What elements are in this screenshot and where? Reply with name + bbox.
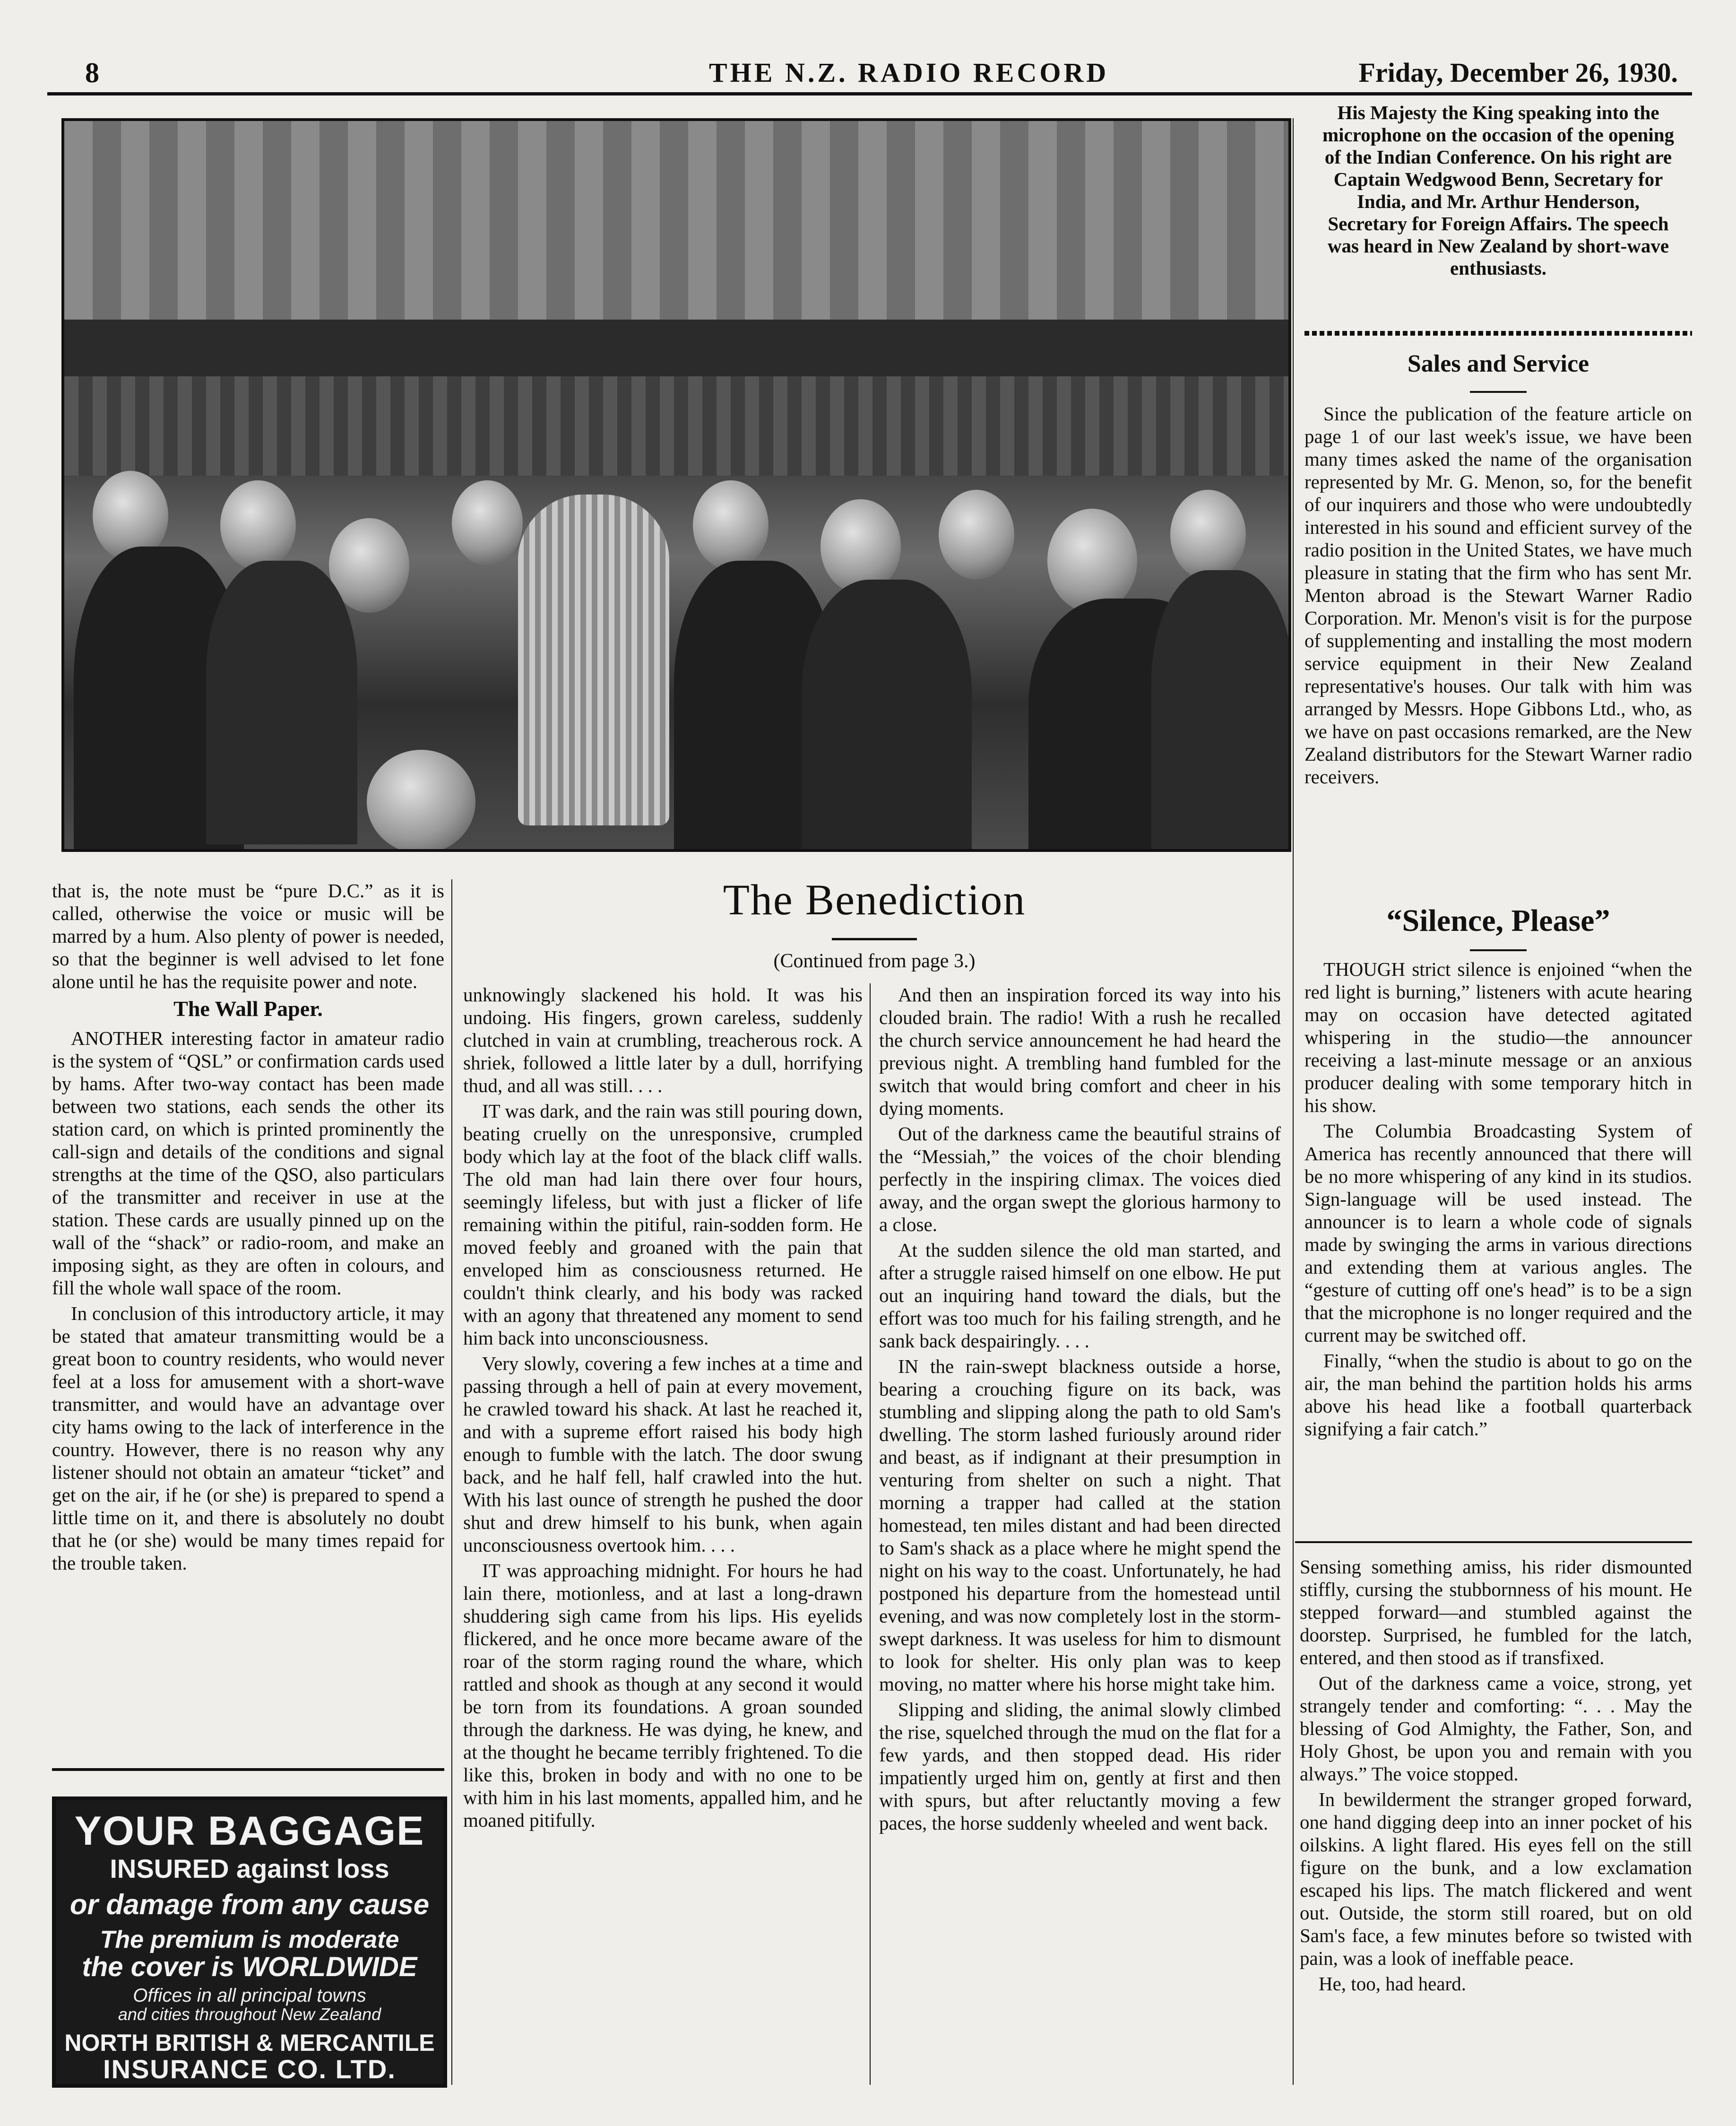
story-c2-paragraph-3: At the sudden silence the old man started, and after a struggle raised himself on one elbow. He put out an inquiring hand toward the dials, but the effort was too much for his failing strength, and he sank back despairingly. . . . — [879, 1239, 1281, 1352]
column-rule-3 — [1293, 118, 1294, 2085]
story-c2-paragraph-4: IN the rain-swept blackness outside a horse, bearing a crouching figure on its back, was stumbling and slipping along the path to old Sam's dwelling. The storm lashed furiously around rider and beast, as if indignant at their presumption in venturing from shelter on such a night. That morning a trapper had called at the station homestead, ten miles distant and had been directed to Sam's shack as a place where he might spend the night on his way to the coast. Unfortunately, he had postponed his departure from the homestead until evening, and was now completely lost in the storm-swept darkness. It was useless for him to dismount to look for shelter. His only plan was to keep moving, no matter where his horse might take him. — [879, 1355, 1281, 1695]
photo-king-speaking — [61, 118, 1291, 852]
story-c3-paragraph-4: He, too, had heard. — [1319, 1973, 1466, 1995]
wall-paper-paragraph: ANOTHER interesting factor in amateur radio is the system of “QSL” or confirmation cards used by hams. After two-way contact has been made between two stations, each sends the other its station card, on which is printed prominently the call-sign and details of the conditions and signal strengths at the time of the QSO, also particulars of the transmitter and receiver in use at the station. These cards are usually pinned up on the wall of the “shack” or radio-room, and make an imposing sight, as they are often in colours, and fill the whole wall space of the room. — [52, 1027, 444, 1299]
silence-paragraph-3: Finally, “when the studio is about to go on the air, the man behind the partition holds his arms above his head like a football quarterback signifying a fair catch.” — [1304, 1350, 1692, 1440]
silence-paragraph-1: THOUGH strict silence is enjoined “when the red light is burning,” listeners with acute hearing may on occasion have detected agitated whispering in the studio—the announcer receiving a last-minute message or an anxious producer dealing with some temporary hitch in his show. — [1304, 958, 1692, 1116]
ad-line-2: INSURED against loss — [110, 1854, 389, 1884]
sales-heading-rule — [1470, 391, 1527, 393]
ad-line-9: INSURANCE CO. LTD. — [103, 2054, 396, 2084]
ad-line-3: or damage from any cause — [69, 1889, 430, 1921]
masthead-rule — [47, 92, 1692, 95]
masthead — [47, 52, 1692, 95]
story-c3-paragraph-3: In bewilderment the stranger groped forward, one hand digging deep into an inner pocket of his oilskins. A light flared. His eyes fell on the still figure on the bunk, and a low exclamation escaped his lips. The match flickered and went out. Outside, the storm still roared, but on old Sam's face, a few minutes before so twisted with pain, was a look of ineffable peace. — [1300, 1788, 1692, 1969]
silence-heading: “Silence, Please” — [1386, 903, 1610, 938]
story-c2-paragraph-5: Slipping and sliding, the animal slowly climbed the rise, squelched through the mud on the flat for a few yards, and then stopped dead. His rider impatiently urged him on, gently at first and then with spurs, but after reluctantly moving a few paces, the horse suddenly wheeled and went back. — [879, 1699, 1281, 1834]
left-column — [52, 879, 444, 1577]
sales-paragraph: Since the publication of the feature article on page 1 of our last week's issue, we have been many times asked the name of the organisation represented by Mr. G. Menon, so, for the benefit of our inquirers and those who were undoubtedly interested in his sound and efficient survey of the radio position in the United States, we have much pleasure in stating that the firm who has sent Mr. Menton abroad is the Stewart Warner Radio Corporation. Mr. Menon's visit is for the purpose of supplementing and installing the most modern service equipment in their New Zealand representative's houses. Our talk with him was arranged by Messrs. Hope Gibbons Ltd., who, as we have on past occasions remarked, are the New Zealand distributors for the Stewart Warner radio receivers. — [1304, 403, 1692, 788]
benediction-title-rule — [832, 938, 917, 940]
silence-heading-rule — [1470, 949, 1527, 951]
story-c3-paragraph-2: Out of the darkness came a voice, strong, yet strangely tender and comforting: “. . . May the blessing of God Almighty, the Father, Son, and Holy Ghost, be upon you and remain with you always.” The voice stopped. — [1300, 1672, 1692, 1785]
ad-line-1: YOUR BAGGAGE — [74, 1808, 425, 1854]
page-number: 8 — [85, 57, 99, 88]
ad-line-8: NORTH BRITISH & MERCANTILE — [64, 2030, 435, 2057]
microphone — [518, 495, 669, 825]
ad-line-7: and cities throughout New Zealand — [118, 2004, 381, 2024]
conclusion-paragraph: In conclusion of this introductory article, it may be stated that amateur transmitting would be a great boon to country residents, who would never feel at a loss for amusement with a short-wave transmitter, and would have an advantage over city hams owing to the lack of interference in the country. However, there is no reason why any listener should not obtain an amateur “ticket” and get on the air, if he (or she) is prepared to spend a little time on it, and there is absolutely no doubt that he (or she) would be many times repaid for the trouble taken. — [52, 1302, 444, 1574]
ad-line-4: The premium is moderate — [100, 1926, 399, 1954]
sales-service-article — [1304, 350, 1692, 791]
story-column-2 — [879, 983, 1281, 1837]
continued-note: (Continued from page 3.) — [773, 950, 976, 972]
silence-paragraph-2: The Columbia Broadcasting System of America has recently announced that there will be no more whispering of any kind in its studios. Sign-language will be used instead. The announcer is to learn a whole code of signals made by swinging the arms in various directions and extending them at various angles. The “gesture of cutting off one's head” is to be a sign that the microphone is no longer required and the current may be switched off. — [1304, 1120, 1692, 1346]
left-intro: that is, the note must be “pure D.C.” as it is called, otherwise the voice or music will be marred by a hum. Also plenty of power is needed, so that the beginner is well advised to let fone alone until he has the requisite power and note. — [52, 880, 444, 992]
silence-end-rule — [1295, 1541, 1692, 1543]
photo-caption: His Majesty the King speaking into the microphone on the occasion of the opening of the Indian Conference. On his right are Captain Wedgwood Benn, Secretary for India, and Mr. Arthur Henderson, Secretary for Foreign Affairs. The speech was heard in New Zealand by short-wave enthusiasts. — [1322, 102, 1675, 279]
issue-date: Friday, December 26, 1930. — [1358, 57, 1678, 88]
story-c3-paragraph-1: Sensing something amiss, his rider dismounted stiffly, cursing the stubbornness of his mount. He stepped forward—and stumbled against the doorstep. Surprised, he fumbled for the latch, entered, and then stood as if transfixed. — [1300, 1556, 1692, 1668]
silence-article — [1304, 903, 1692, 1443]
ad-line-5: the cover is WORLDWIDE — [82, 1951, 417, 1982]
benediction-title: The Benediction — [723, 876, 1026, 924]
ad-line-6: Offices in all principal towns — [133, 1985, 366, 2006]
story-c1-paragraph-2: IT was dark, and the rain was still pouring down, beating cruelly on the unresponsive, crumpled body which lay at the foot of the black cliff walls. The old man had lain there over four hours, seemingly lifeless, but with just a flicker of life remaining within the pitiful, rain-sodden form. He moved feebly and groaned with the pain that enveloped him as consciousness returned. He couldn't think clearly, and his body was racked with an agony that threatened any moment to send him back into unconsciousness. — [463, 1100, 863, 1349]
caption-divider — [1304, 331, 1692, 336]
silence-body — [1304, 958, 1692, 1440]
publication-title: THE N.Z. RADIO RECORD — [709, 57, 1109, 88]
benediction-heading-block — [454, 875, 1295, 972]
story-c2-paragraph-1: And then an inspiration forced its way into his clouded brain. The radio! With a rush he recalled the church service announcement he had heard the previous night. A trembling hand fumbled for the switch that would bring comfort and cheer in his dying moments. — [879, 984, 1281, 1119]
story-c1-paragraph-3: Very slowly, covering a few inches at a time and passing through a hell of pain at every movement, he crawled toward his shack. At last he reached it, and with a supreme effort raised his body high enough to fumble with the latch. The door swung back, and he half fell, half crawled into the hut. With his last ounce of strength he pushed the door shut and drew himself to his bunk, when again unconsciousness overtook him. . . . — [463, 1353, 863, 1556]
left-end-rule — [52, 1768, 444, 1771]
column-rule-1 — [451, 879, 452, 2085]
sales-heading: Sales and Service — [1407, 350, 1589, 377]
story-c1-paragraph-1: unknowingly slackened his hold. It was his undoing. His fingers, grown careless, suddenly clutched in vain at crumbling, treacherous rock. A shriek, followed a little later by a dull, horrifying thud, and all was still. . . . — [463, 984, 863, 1096]
story-column-1 — [463, 983, 863, 1834]
story-column-3 — [1300, 1555, 1692, 1998]
story-c2-paragraph-2: Out of the darkness came the beautiful strains of the “Messiah,” the voices of the choir blending perfectly in the inspiring climax. The voices died away, and the organ swept the glorious harmony to a close. — [879, 1123, 1281, 1235]
column-rule-2 — [870, 983, 871, 2085]
story-c1-paragraph-4: IT was approaching midnight. For hours he had lain there, motionless, and at last a long-drawn shuddering sigh came from his lips. His eyelids flickered, and he once more became aware of the roar of the storm raging round the whare, which rattled and shook as though at any second it would be torn from its foundations. A groan sounded through the darkness. He was dying, he knew, and at the thought he became terribly frightened. To die like this, broken in body and with no one to be with him in his last moments, appalled him, and he moaned pitifully. — [463, 1560, 863, 1831]
baggage-insurance-ad — [52, 1796, 447, 2088]
sales-body — [1304, 402, 1692, 788]
wall-paper-subhead: The Wall Paper. — [173, 997, 323, 1021]
